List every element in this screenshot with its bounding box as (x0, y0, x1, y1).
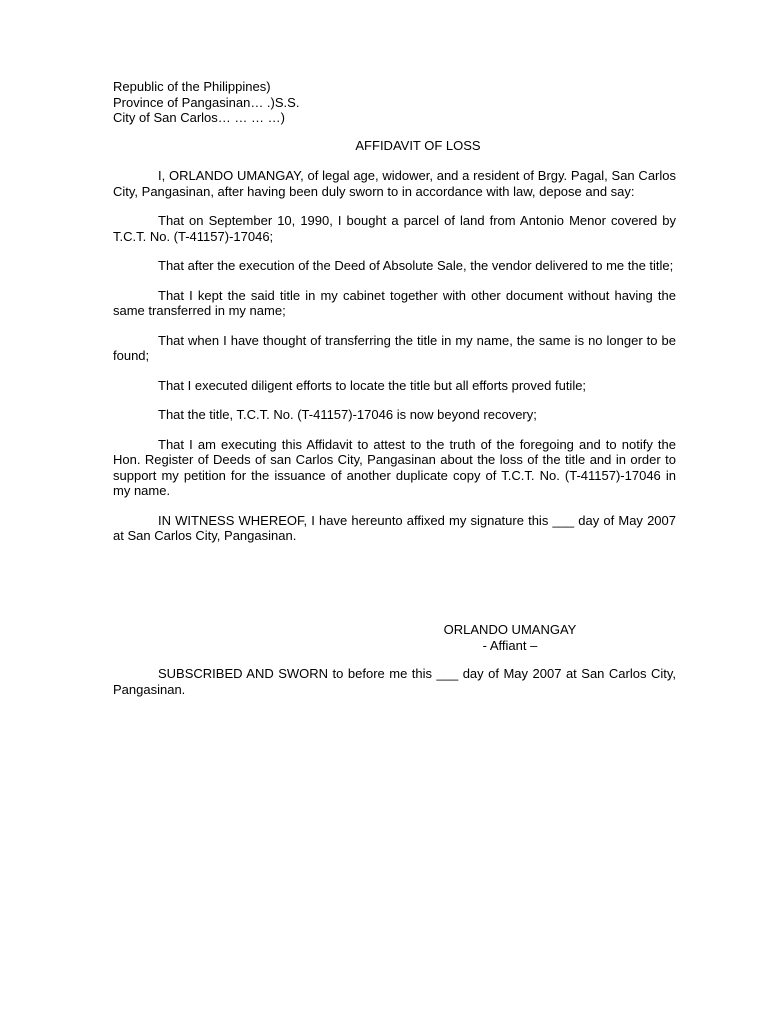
document-title: AFFIDAVIT OF LOSS (355, 138, 481, 153)
affiant-name: ORLANDO UMANGAY (443, 622, 577, 637)
paragraph-witness: IN WITNESS WHEREOF, I have hereunto affixed my signature this ___ day of May 2007 at San Carlos City, Pangasinan. (113, 512, 676, 543)
venue-block (113, 79, 673, 126)
paragraph-beyond-recovery: That the title, T.C.T. No. (T-41157)-17046 is now beyond recovery; (158, 407, 537, 422)
affidavit-body (113, 168, 676, 558)
venue-line-republic: Republic of the Philippines) (113, 79, 271, 94)
venue-line-city: City of San Carlos… … … …) (113, 110, 285, 125)
affiant-role: - Affiant – (482, 637, 538, 653)
jurat-text: SUBSCRIBED AND SWORN to before me this ___ day of May 2007 at San Carlos City, Pangasinan. (113, 666, 676, 697)
jurat-block (113, 666, 676, 711)
paragraph-efforts: That I executed diligent efforts to locate the title but all efforts proved futile; (158, 377, 587, 393)
paragraph-cabinet: That I kept the said title in my cabinet together with other document without having the same transferred in my name; (113, 287, 676, 318)
paragraph-not-found: That when I have thought of transferring the title in my name, the same is no longer to be found; (113, 332, 676, 363)
venue-line-province: Province of Pangasinan… .)S.S. (113, 94, 300, 110)
paragraph-purchase: That on September 10, 1990, I bought a parcel of land from Antonio Menor covered by T.C.T. No. (T-41157)-17046; (113, 213, 676, 244)
paragraph-delivery: That after the execution of the Deed of Absolute Sale, the vendor delivered to me the title; (158, 258, 674, 273)
paragraph-introduction: I, ORLANDO UMANGAY, of legal age, widower, and a resident of Brgy. Pagal, San Carlos City, Pangasinan, after having been duly sworn to in accordance with law, depose and say: (113, 168, 676, 199)
paragraph-purpose: That I am executing this Affidavit to attest to the truth of the foregoing and to notify the Hon. Register of Deeds of san Carlos City, Pangasinan about the loss of the title and in order to support my petition for the issuance of another duplicate copy of T.C.T. No. (T-41157)-17046 in my name. (113, 436, 676, 498)
signature-block (430, 622, 590, 653)
